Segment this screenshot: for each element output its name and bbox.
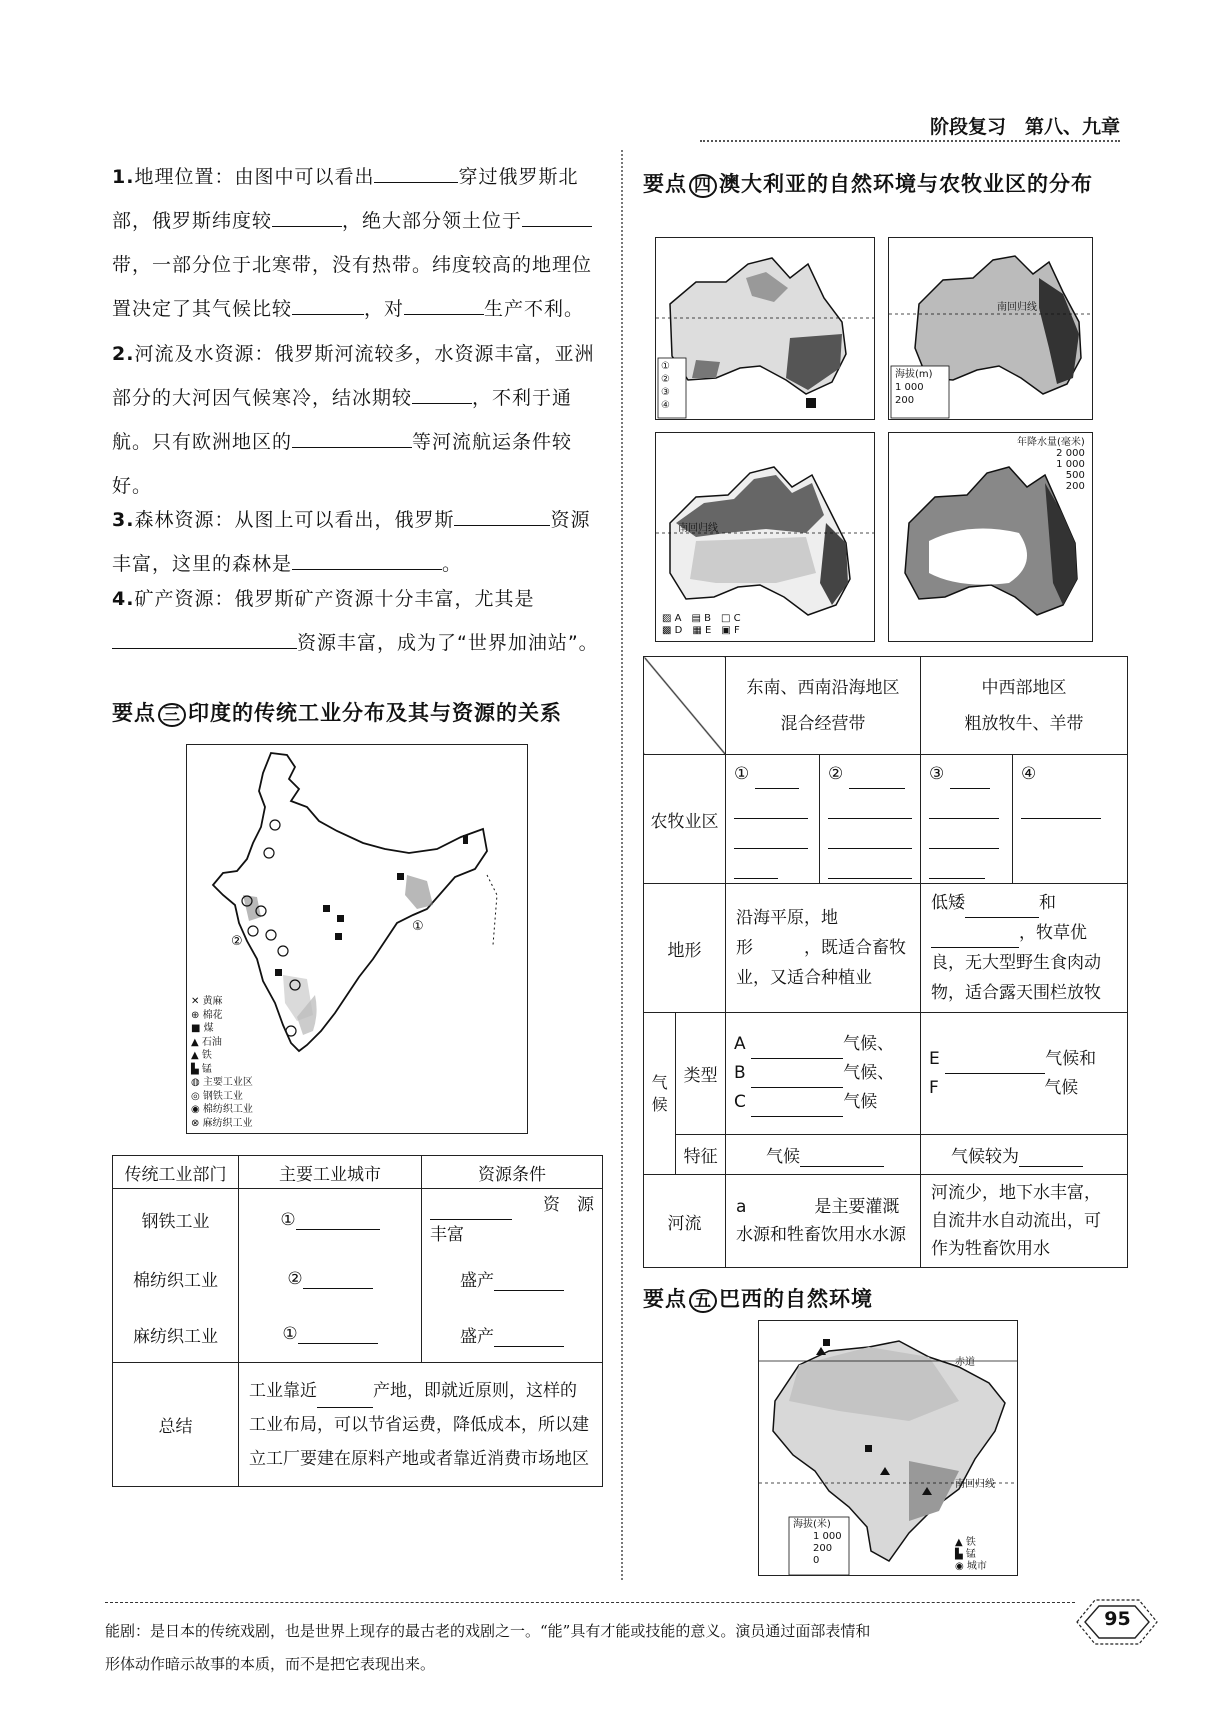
tropic-label: 南回归线: [678, 523, 718, 534]
rainfall-legend: 年降水量(毫米) 2 000 1 000 500 200: [1017, 437, 1085, 492]
table-cell: 农牧业区: [644, 755, 726, 884]
table-summary: 工业靠近 产地，即就近原则，这样的工业布局，可以节省运费，降低成本，所以建立工厂要建在原料产地或者靠近消费市场地区: [239, 1363, 603, 1487]
table-cell: ③: [921, 755, 1013, 884]
table-cell: 气候: [644, 1013, 676, 1175]
equator-label: 赤道: [955, 1357, 975, 1368]
table-cell: 低矮 和 ，牧草优良，无大型野生食肉动物，适合露天围栏放牧: [921, 884, 1128, 1013]
footer-rule: [105, 1602, 1075, 1603]
section-3-title: 要点 三 印度的传统工业分布及其与资源的关系: [112, 701, 562, 725]
australia-elevation-map: [888, 237, 1093, 420]
table-header: 主要工业城市: [239, 1156, 422, 1189]
brazil-elevation-legend: 海拔(米) 1 000 200 0: [793, 1519, 842, 1566]
table-cell: 特征: [676, 1135, 726, 1175]
table-header: 传统工业部门: [113, 1156, 239, 1189]
tropic-label: 南回归线: [955, 1479, 995, 1490]
table-cell: ①: [239, 1307, 422, 1363]
answer-blank[interactable]: [494, 1327, 564, 1347]
tropic-label: 南回归线: [997, 302, 1037, 313]
table-cell: 地形: [644, 884, 726, 1013]
answer-blank[interactable]: [412, 378, 472, 404]
table-cell: ①: [239, 1189, 422, 1251]
table-cell: 钢铁工业: [113, 1189, 239, 1251]
answer-blank[interactable]: [522, 201, 592, 227]
answer-blank[interactable]: [292, 289, 364, 315]
india-label-1: ①: [412, 919, 424, 934]
answer-blank[interactable]: [454, 500, 550, 526]
answer-blank[interactable]: [112, 623, 297, 649]
page-number-text: 95: [1104, 1608, 1131, 1630]
australia-table: [643, 656, 1128, 1268]
table-cell: 气候: [726, 1135, 921, 1175]
brazil-map: [758, 1320, 1018, 1576]
table-cell: 总结: [113, 1363, 239, 1487]
table-cell: 资 源 丰富: [422, 1189, 603, 1251]
answer-blank[interactable]: [296, 1210, 380, 1230]
question-4: 4.矿产资源：俄罗斯矿产资源十分丰富，尤其是资源丰富，成为了“世界加油站”。: [112, 588, 599, 654]
question-3: 3.森林资源：从图上可以看出，俄罗斯 资源丰富，这里的森林是 。: [112, 498, 607, 586]
answer-blank[interactable]: [292, 422, 412, 448]
brazil-symbol-legend: ▲ 铁 ▙ 锰 ◉ 城市: [955, 1537, 987, 1572]
table-cell: 棉纺织工业: [113, 1251, 239, 1307]
table-cell: ④: [1013, 755, 1128, 884]
page-number: [1075, 1592, 1160, 1652]
section-5-title: 要点 五 巴西的自然环境: [643, 1287, 873, 1311]
answer-blank[interactable]: [272, 201, 342, 227]
answer-blank[interactable]: [494, 1271, 564, 1291]
table-cell: ①: [726, 755, 820, 884]
table-cell: 沿海平原，地形 ，既适合畜牧业，又适合种植业: [726, 884, 921, 1013]
table-cell: 河流: [644, 1175, 726, 1268]
answer-blank[interactable]: [303, 1269, 373, 1289]
australia-agriculture-map: [655, 237, 875, 420]
india-label-2: ②: [231, 934, 243, 949]
table-cell: a 是主要灌溉水源和牲畜饮用水水源: [726, 1175, 921, 1268]
table-header: 资源条件: [422, 1156, 603, 1189]
answer-blank[interactable]: [298, 1324, 378, 1344]
answer-blank[interactable]: [317, 1388, 373, 1408]
table-cell: ②: [239, 1251, 422, 1307]
page-header: 阶段复习 第八、九章: [929, 116, 1120, 138]
india-legend: ✕ 黄麻 ⊕ 棉花 ■ 煤 ▲ 石油 ▲ 铁 ▙ 锰 ◍ 主要工业区 ◎ 钢铁工业 ◉ 棉纺织工业 ⊗ 麻纺织工业: [191, 996, 253, 1129]
question-1: 1.地理位置：由图中可以看出 穿过俄罗斯北部，俄罗斯纬度较 ，绝大部分领土位于带，一部分位于北寒带，没有热带。纬度较高的地理位置决定了其气候比较 ，对 生产不利。: [112, 155, 607, 331]
answer-blank[interactable]: [404, 289, 484, 315]
answer-blank[interactable]: [374, 157, 458, 183]
table-corner: [644, 657, 726, 755]
table-header: 中西部地区 粗放牧牛、羊带: [921, 657, 1128, 755]
question-2: 2.河流及水资源：俄罗斯河流较多，水资源丰富，亚洲部分的大河因气候寒冷，结冰期较 ，不利于通航。只有欧洲地区的 等河流航运条件较好。: [112, 343, 595, 497]
table-cell: ②: [820, 755, 921, 884]
table-cell: E 气候和 F 气候: [921, 1013, 1128, 1135]
answer-blank[interactable]: [430, 1200, 512, 1220]
australia-climate-map: [655, 432, 875, 642]
table-cell: 类型: [676, 1013, 726, 1135]
elevation-legend: 海拔(m) 1 000 200: [895, 369, 933, 406]
table-header: 东南、西南沿海地区 混合经营带: [726, 657, 921, 755]
table-cell: 盛产: [422, 1251, 603, 1307]
table-cell: 河流少，地下水丰富，自流井水自动流出，可作为牲畜饮用水: [921, 1175, 1128, 1268]
section-4-title: 要点 四 澳大利亚的自然环境与农牧业区的分布: [643, 172, 1093, 196]
table-cell: 麻纺织工业: [113, 1307, 239, 1363]
india-map: [186, 744, 528, 1134]
column-divider: [621, 150, 623, 1580]
table-cell: 气候较为: [921, 1135, 1128, 1175]
header-rule: [700, 140, 1120, 142]
table-cell: A 气候、 B 气候、 C 气候: [726, 1013, 921, 1135]
agri-legend: ① ② ③ ④: [661, 361, 670, 411]
table-cell: 盛产: [422, 1307, 603, 1363]
answer-blank[interactable]: [292, 544, 442, 570]
climate-legend: ▨ A ▤ B □ C ▩ D ▦ E ▣ F: [662, 613, 741, 636]
australia-rainfall-map: [888, 432, 1093, 642]
footer-note: 能剧：是日本的传统戏剧，也是世界上现存的最古老的戏剧之一。“能”具有才能或技能的意义。演员通过面部表情和 形体动作暗示故事的本质，而不是把它表现出来。: [105, 1622, 871, 1673]
india-industry-table: [112, 1155, 603, 1487]
